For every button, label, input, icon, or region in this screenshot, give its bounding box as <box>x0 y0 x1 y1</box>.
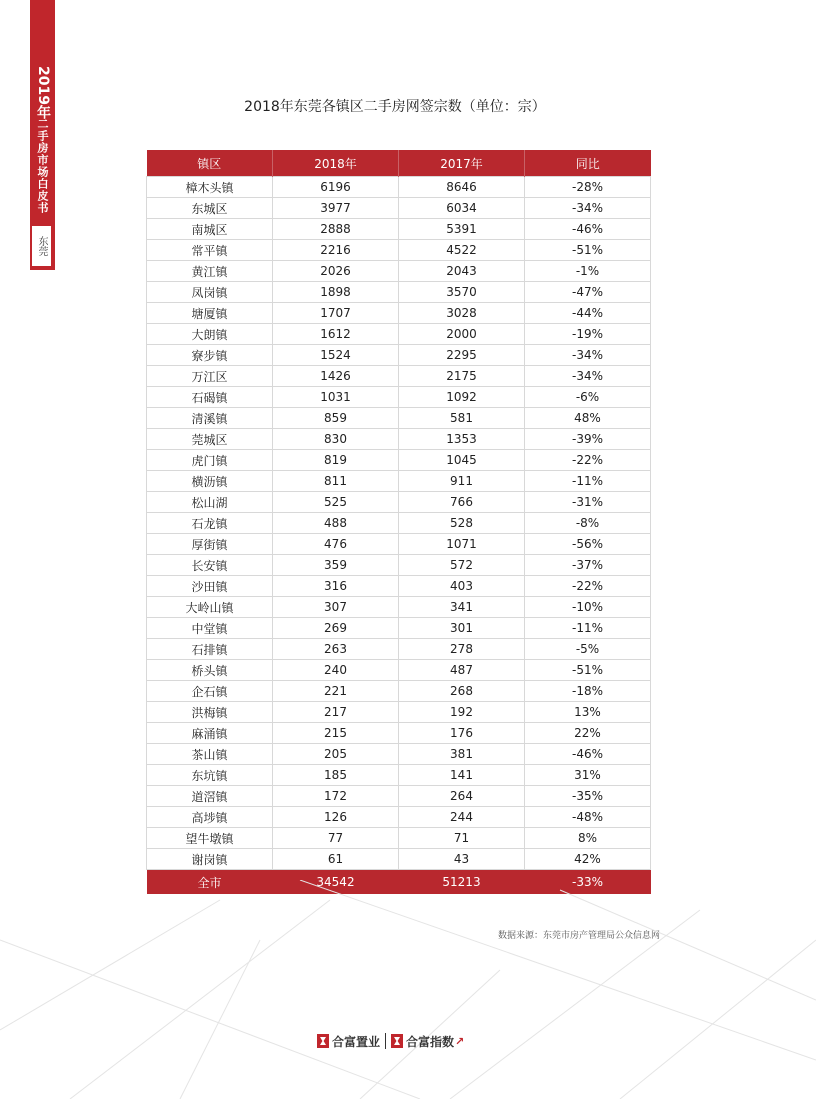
table-row <box>147 597 651 618</box>
district-cell: 洪梅镇 <box>147 702 273 723</box>
count-2018-cell: 221 <box>273 681 399 702</box>
yoy-cell: -44% <box>525 303 651 324</box>
district-cell: 高埗镇 <box>147 807 273 828</box>
count-2017-cell: 528 <box>399 513 525 534</box>
table-row <box>147 324 651 345</box>
count-2018-cell: 525 <box>273 492 399 513</box>
count-2017-cell: 2043 <box>399 261 525 282</box>
district-cell: 谢岗镇 <box>147 849 273 870</box>
table-row <box>147 786 651 807</box>
table-row <box>147 408 651 429</box>
table-header-row <box>147 150 651 177</box>
yoy-cell: -31% <box>525 492 651 513</box>
table-row <box>147 429 651 450</box>
yoy-cell: -11% <box>525 471 651 492</box>
data-source: 数据来源：东莞市房产管理局公众信息网 <box>497 931 660 941</box>
count-2017-cell: 141 <box>399 765 525 786</box>
count-2017-cell: 43 <box>399 849 525 870</box>
count-2017-cell: 71 <box>399 828 525 849</box>
district-cell: 樟木头镇 <box>147 177 273 198</box>
count-2018-cell: 77 <box>273 828 399 849</box>
count-2018-cell: 1898 <box>273 282 399 303</box>
count-2017-cell: 381 <box>399 744 525 765</box>
table-row <box>147 681 651 702</box>
header-2017: 2017年 <box>399 150 525 177</box>
district-cell: 清溪镇 <box>147 408 273 429</box>
district-cell: 东坑镇 <box>147 765 273 786</box>
count-2018-cell: 61 <box>273 849 399 870</box>
count-2017-cell: 403 <box>399 576 525 597</box>
brand-name-1: 合富置业 <box>332 1034 381 1049</box>
yoy-cell: -22% <box>525 576 651 597</box>
count-2017-cell: 572 <box>399 555 525 576</box>
district-cell: 虎门镇 <box>147 450 273 471</box>
count-2017-cell: 911 <box>399 471 525 492</box>
sidebar-title: 二手房市场白皮书 <box>36 118 49 214</box>
district-cell: 道滘镇 <box>147 786 273 807</box>
yoy-cell: -5% <box>525 639 651 660</box>
yoy-cell: -47% <box>525 282 651 303</box>
district-cell: 寮步镇 <box>147 345 273 366</box>
count-2018-cell: 488 <box>273 513 399 534</box>
table-row <box>147 849 651 870</box>
brand-name-2: 合富指数 <box>406 1034 455 1049</box>
district-cell: 大朗镇 <box>147 324 273 345</box>
count-2018-cell: 185 <box>273 765 399 786</box>
yoy-cell: -56% <box>525 534 651 555</box>
yoy-cell: -34% <box>525 345 651 366</box>
count-2018-cell: 205 <box>273 744 399 765</box>
yoy-cell: -34% <box>525 198 651 219</box>
count-2017-cell: 341 <box>399 597 525 618</box>
count-2018-cell: 263 <box>273 639 399 660</box>
count-2018-cell: 172 <box>273 786 399 807</box>
yoy-cell: -46% <box>525 219 651 240</box>
table-row <box>147 660 651 681</box>
yoy-cell: -51% <box>525 240 651 261</box>
count-2018-cell: 476 <box>273 534 399 555</box>
count-2017-cell: 8646 <box>399 177 525 198</box>
yoy-cell: -39% <box>525 429 651 450</box>
count-2017-cell: 1071 <box>399 534 525 555</box>
table-body <box>147 177 651 870</box>
total-label: 全市 <box>147 870 273 895</box>
yoy-cell: -6% <box>525 387 651 408</box>
count-2018-cell: 1031 <box>273 387 399 408</box>
total-2017: 51213 <box>399 870 525 895</box>
count-2017-cell: 192 <box>399 702 525 723</box>
district-cell: 石碣镇 <box>147 387 273 408</box>
background-lines <box>0 880 816 1099</box>
district-cell: 大岭山镇 <box>147 597 273 618</box>
count-2017-cell: 301 <box>399 618 525 639</box>
district-cell: 石排镇 <box>147 639 273 660</box>
table-row <box>147 807 651 828</box>
count-2018-cell: 215 <box>273 723 399 744</box>
district-cell: 松山湖 <box>147 492 273 513</box>
yoy-cell: 42% <box>525 849 651 870</box>
table-row <box>147 576 651 597</box>
count-2017-cell: 3028 <box>399 303 525 324</box>
table-row <box>147 828 651 849</box>
district-cell: 茶山镇 <box>147 744 273 765</box>
yoy-cell: -1% <box>525 261 651 282</box>
count-2018-cell: 811 <box>273 471 399 492</box>
table-row <box>147 639 651 660</box>
count-2017-cell: 176 <box>399 723 525 744</box>
count-2017-cell: 2295 <box>399 345 525 366</box>
count-2017-cell: 2000 <box>399 324 525 345</box>
count-2017-cell: 4522 <box>399 240 525 261</box>
count-2017-cell: 1045 <box>399 450 525 471</box>
district-cell: 东城区 <box>147 198 273 219</box>
table-row <box>147 765 651 786</box>
yoy-cell: 48% <box>525 408 651 429</box>
district-cell: 沙田镇 <box>147 576 273 597</box>
count-2018-cell: 859 <box>273 408 399 429</box>
table-row <box>147 618 651 639</box>
yoy-cell: 13% <box>525 702 651 723</box>
table-row <box>147 345 651 366</box>
count-2018-cell: 2888 <box>273 219 399 240</box>
count-2018-cell: 830 <box>273 429 399 450</box>
yoy-cell: -11% <box>525 618 651 639</box>
district-cell: 麻涌镇 <box>147 723 273 744</box>
table-row <box>147 240 651 261</box>
count-2017-cell: 5391 <box>399 219 525 240</box>
count-2018-cell: 3977 <box>273 198 399 219</box>
count-2018-cell: 6196 <box>273 177 399 198</box>
hopefluent-logo-icon <box>317 1034 329 1048</box>
count-2018-cell: 240 <box>273 660 399 681</box>
district-cell: 桥头镇 <box>147 660 273 681</box>
district-cell: 中堂镇 <box>147 618 273 639</box>
table-row <box>147 387 651 408</box>
header-yoy: 同比 <box>525 150 651 177</box>
yoy-cell: -10% <box>525 597 651 618</box>
sidebar-tab <box>30 0 55 270</box>
yoy-cell: -8% <box>525 513 651 534</box>
count-2017-cell: 264 <box>399 786 525 807</box>
count-2018-cell: 359 <box>273 555 399 576</box>
table-row <box>147 219 651 240</box>
header-2018: 2018年 <box>273 150 399 177</box>
brand-divider <box>385 1033 386 1049</box>
table-row <box>147 744 651 765</box>
header-district: 镇区 <box>147 150 273 177</box>
yoy-cell: -51% <box>525 660 651 681</box>
yoy-cell: -18% <box>525 681 651 702</box>
district-cell: 莞城区 <box>147 429 273 450</box>
count-2018-cell: 217 <box>273 702 399 723</box>
district-cell: 万江区 <box>147 366 273 387</box>
count-2018-cell: 1612 <box>273 324 399 345</box>
count-2017-cell: 766 <box>399 492 525 513</box>
table-row <box>147 513 651 534</box>
table-row <box>147 303 651 324</box>
count-2018-cell: 316 <box>273 576 399 597</box>
table-row <box>147 450 651 471</box>
hopefluent-logo-icon <box>391 1034 403 1048</box>
count-2017-cell: 2175 <box>399 366 525 387</box>
district-cell: 凤岗镇 <box>147 282 273 303</box>
yoy-cell: -34% <box>525 366 651 387</box>
table-row <box>147 492 651 513</box>
count-2017-cell: 244 <box>399 807 525 828</box>
district-cell: 石龙镇 <box>147 513 273 534</box>
yoy-cell: -48% <box>525 807 651 828</box>
count-2017-cell: 3570 <box>399 282 525 303</box>
table-row <box>147 282 651 303</box>
table-row <box>147 198 651 219</box>
count-2017-cell: 268 <box>399 681 525 702</box>
table-row <box>147 702 651 723</box>
count-2017-cell: 1353 <box>399 429 525 450</box>
table-row <box>147 261 651 282</box>
count-2017-cell: 581 <box>399 408 525 429</box>
page-title: 2018年东莞各镇区二手房网签宗数（单位：宗） <box>244 99 546 115</box>
table-row <box>147 471 651 492</box>
count-2018-cell: 1426 <box>273 366 399 387</box>
yoy-cell: 31% <box>525 765 651 786</box>
total-yoy: -33% <box>525 870 651 895</box>
yoy-cell: -22% <box>525 450 651 471</box>
district-cell: 黄江镇 <box>147 261 273 282</box>
count-2017-cell: 6034 <box>399 198 525 219</box>
count-2018-cell: 2216 <box>273 240 399 261</box>
district-cell: 长安镇 <box>147 555 273 576</box>
district-cell: 塘厦镇 <box>147 303 273 324</box>
district-cell: 望牛墩镇 <box>147 828 273 849</box>
count-2018-cell: 2026 <box>273 261 399 282</box>
table-row <box>147 555 651 576</box>
district-cell: 企石镇 <box>147 681 273 702</box>
trend-arrow-icon: ↗ <box>455 1034 465 1048</box>
yoy-cell: -35% <box>525 786 651 807</box>
footer-brand <box>317 1031 464 1051</box>
yoy-cell: -37% <box>525 555 651 576</box>
yoy-cell: -19% <box>525 324 651 345</box>
count-2018-cell: 307 <box>273 597 399 618</box>
yoy-cell: 22% <box>525 723 651 744</box>
count-2018-cell: 1524 <box>273 345 399 366</box>
count-2017-cell: 487 <box>399 660 525 681</box>
sidebar-city-label: 东莞 <box>32 226 51 266</box>
yoy-cell: -28% <box>525 177 651 198</box>
count-2018-cell: 126 <box>273 807 399 828</box>
table-row <box>147 366 651 387</box>
yoy-cell: 8% <box>525 828 651 849</box>
count-2018-cell: 1707 <box>273 303 399 324</box>
district-cell: 常平镇 <box>147 240 273 261</box>
count-2017-cell: 278 <box>399 639 525 660</box>
district-cell: 横沥镇 <box>147 471 273 492</box>
count-2018-cell: 269 <box>273 618 399 639</box>
sidebar-year: 2019年 <box>35 66 51 119</box>
district-cell: 南城区 <box>147 219 273 240</box>
table-row <box>147 723 651 744</box>
table-row <box>147 177 651 198</box>
district-cell: 厚街镇 <box>147 534 273 555</box>
count-2018-cell: 819 <box>273 450 399 471</box>
count-2017-cell: 1092 <box>399 387 525 408</box>
transactions-table <box>146 150 651 894</box>
table-row <box>147 534 651 555</box>
yoy-cell: -46% <box>525 744 651 765</box>
total-2018: 34542 <box>273 870 399 895</box>
